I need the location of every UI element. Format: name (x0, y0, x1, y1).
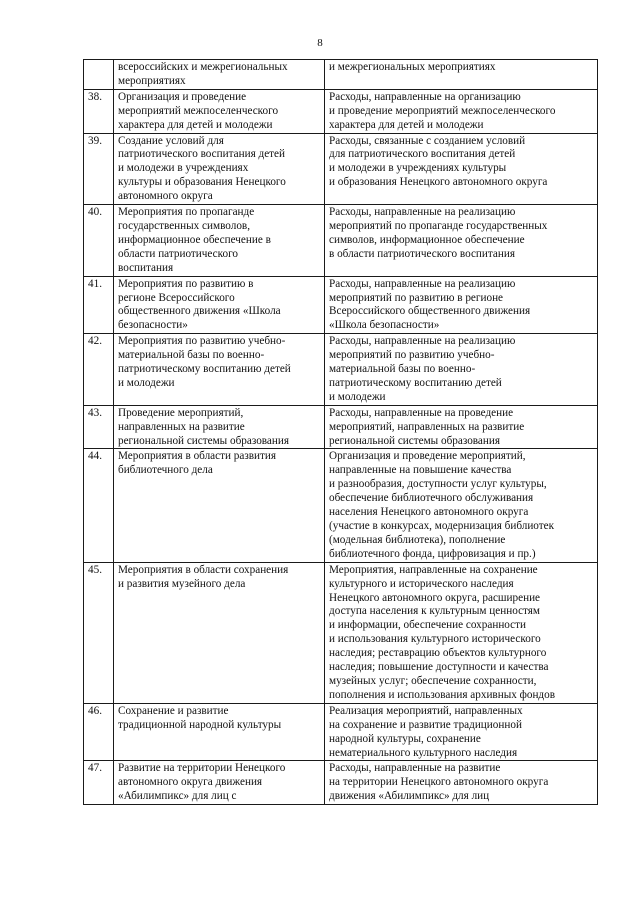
table-row (84, 133, 598, 205)
activity-name: Мероприятия в области сохранения и развития музейного дела (114, 562, 325, 703)
row-number: 39. (84, 133, 114, 205)
row-number: 45. (84, 562, 114, 703)
activity-name: Создание условий для патриотического воспитания детей и молодежи в учреждениях культуры и образования Ненецкого автономного округа (114, 133, 325, 205)
activity-name: Мероприятия по развитию учебно- материальной базы по военно- патриотическому воспитанию детей и молодежи (114, 334, 325, 406)
table-row (84, 562, 598, 703)
row-number: 42. (84, 334, 114, 406)
row-number: 38. (84, 89, 114, 133)
expense-description: Расходы, направленные на проведение мероприятий, направленных на развитие региональной системы образования (325, 405, 598, 449)
table-row (84, 276, 598, 334)
row-number (84, 60, 114, 90)
expense-description: Расходы, связанные с созданием условий для патриотического воспитания детей и молодежи в учреждениях культуры и образования Ненецкого автономного округа (325, 133, 598, 205)
expense-description: Расходы, направленные на реализацию мероприятий по развитию учебно- материальной базы по военно- патриотическому воспитанию детей и молодежи (325, 334, 598, 406)
row-number: 46. (84, 703, 114, 761)
table-row (84, 205, 598, 277)
row-number: 44. (84, 449, 114, 562)
page-number: 8 (317, 37, 323, 49)
expense-description: Реализация мероприятий, направленных на сохранение и развитие традиционной народной культуры, сохранение нематериального культурного наследия (325, 703, 598, 761)
activity-name: Развитие на территории Ненецкого автономного округа движения «Абилимпикс» для лиц с (114, 761, 325, 805)
table-row (84, 703, 598, 761)
row-number: 40. (84, 205, 114, 277)
expense-description: Расходы, направленные на реализацию мероприятий по пропаганде государственных символов, информационное обеспечение в области патриотического воспитания (325, 205, 598, 277)
expense-description: Расходы, направленные на развитие на территории Ненецкого автономного округа движения «Абилимпикс» для лиц (325, 761, 598, 805)
table-row (84, 761, 598, 805)
activity-name: Мероприятия по пропаганде государственных символов, информационное обеспечение в области патриотического воспитания (114, 205, 325, 277)
expense-description: Мероприятия, направленные на сохранение культурного и исторического наследия Ненецкого автономного округа, расширение доступа населения к культурным ценностям и информации, обеспечение сохранности и использования культурного исторического наследия; реставрацию объектов культурного наследия; повышение доступности и качества музейных услуг; обеспечение сохранности, пополнения и использования архивных фондов (325, 562, 598, 703)
table-row (84, 89, 598, 133)
activity-name: Мероприятия в области развития библиотечного дела (114, 449, 325, 562)
activity-name: Сохранение и развитие традиционной народной культуры (114, 703, 325, 761)
table-row (84, 60, 598, 90)
row-number: 43. (84, 405, 114, 449)
row-number: 41. (84, 276, 114, 334)
expense-description: Организация и проведение мероприятий, направленные на повышение качества и разнообразия, доступности услуг культуры, обеспечение библиотечного обслуживания населения Ненецкого автономного округа (участие в конкурсах, модернизация библиотек (модельная библиотека), пополнение библиотечного фонда, цифровизация и пр.) (325, 449, 598, 562)
activity-name: Проведение мероприятий, направленных на развитие региональной системы образования (114, 405, 325, 449)
expense-table (83, 59, 598, 805)
expense-description: Расходы, направленные на организацию и проведение мероприятий межпоселенческого характера для детей и молодежи (325, 89, 598, 133)
activity-name: всероссийских и межрегиональных мероприятиях (114, 60, 325, 90)
expense-description: Расходы, направленные на реализацию мероприятий по развитию в регионе Всероссийского общественного движения «Школа безопасности» (325, 276, 598, 334)
activity-name: Организация и проведение мероприятий межпоселенческого характера для детей и молодежи (114, 89, 325, 133)
activity-name: Мероприятия по развитию в регионе Всероссийского общественного движения «Школа безопасности» (114, 276, 325, 334)
table-row (84, 449, 598, 562)
table-body (84, 60, 598, 805)
expense-description: и межрегиональных мероприятиях (325, 60, 598, 90)
table-row (84, 405, 598, 449)
row-number: 47. (84, 761, 114, 805)
table-row (84, 334, 598, 406)
